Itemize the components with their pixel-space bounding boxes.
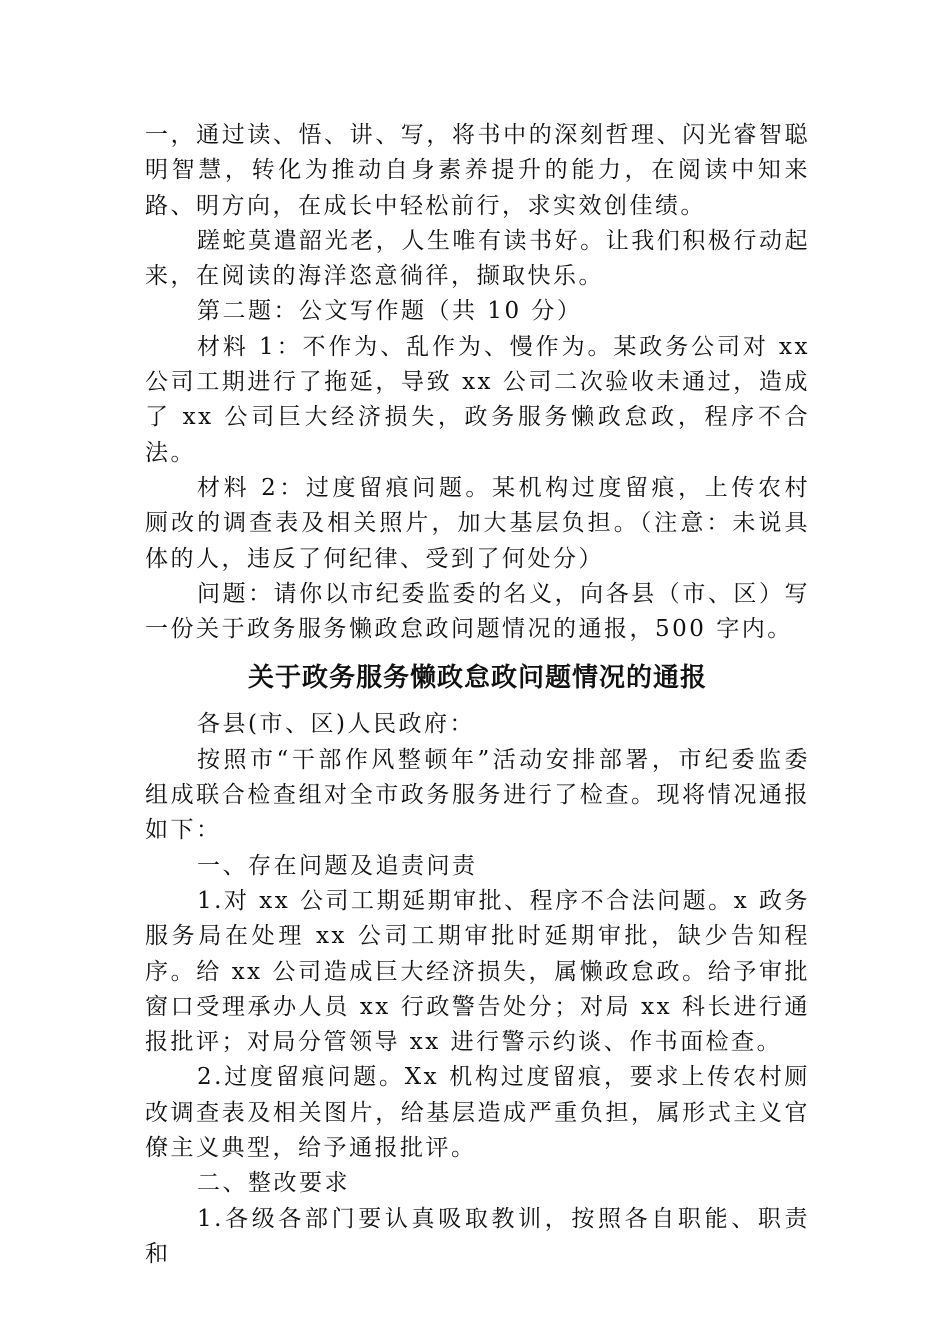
document-body	[145, 118, 810, 1272]
report-intro: 按照市“干部作风整顿年”活动安排部署，市纪委监委组成联合检查组对全市政务服务进行了检查。现将情况通报如下：	[145, 746, 810, 844]
section-heading-requirements: 二、整改要求	[197, 1170, 350, 1197]
problem-item-1: 1.对 xx 公司工期延期审批、程序不合法问题。x 政务服务局在处理 xx 公司工期审批时延期审批，缺少告知程序。给 xx 公司造成巨大经济损失，属懒政怠政。给予审批窗口受理承办人员 xx 行政警告处分；对局 xx 科长进行通报批评；对局分管领导 xx 进行警示约谈、作书面检查。	[145, 887, 810, 1056]
paragraph-continuation: 一，通过读、悟、讲、写，将书中的深刻哲理、闪光睿智聪明智慧，转化为推动自身素养提升的能力，在阅读中知来路、明方向，在成长中轻松前行，求实效创佳绩。	[145, 122, 810, 219]
material-2: 材料 2：过度留痕问题。某机构过度留痕，上传农村厕改的调查表及相关照片，加大基层负担。（注意：未说具体的人，违反了何纪律、受到了何处分）	[145, 474, 810, 572]
material-1: 材料 1：不作为、乱作为、慢作为。某政务公司对 xx 公司工期进行了拖延，导致 xx 公司二次验收未通过，造成了 xx 公司巨大经济损失，政务服务懒政怠政，程序不合法。	[145, 333, 810, 466]
question-prompt: 问题：请你以市纪委监委的名义，向各县（市、区）写一份关于政务服务懒政怠政问题情况的通报，500 字内。	[145, 580, 810, 643]
paragraph-reading-conclusion: 蹉蛇莫遣韶光老，人生唯有读书好。让我们积极行动起来，在阅读的海洋恣意徜徉，撷取快乐。	[145, 227, 810, 290]
salutation: 各县(市、区)人民政府：	[197, 711, 475, 738]
report-title: 关于政务服务懒政怠政问题情况的通报	[247, 663, 707, 694]
problem-item-2: 2.过度留痕问题。Xx 机构过度留痕，要求上传农村厕改调查表及相关图片，给基层造成严重负担，属形式主义官僚主义典型，给予通报批评。	[145, 1064, 810, 1162]
requirement-item-1: 1.各级各部门要认真吸取教训，按照各自职能、职责和	[145, 1205, 810, 1267]
question-heading: 第二题：公文写作题（共 10 分）	[197, 298, 583, 325]
section-heading-problems: 一、存在问题及追责问责	[197, 852, 478, 879]
